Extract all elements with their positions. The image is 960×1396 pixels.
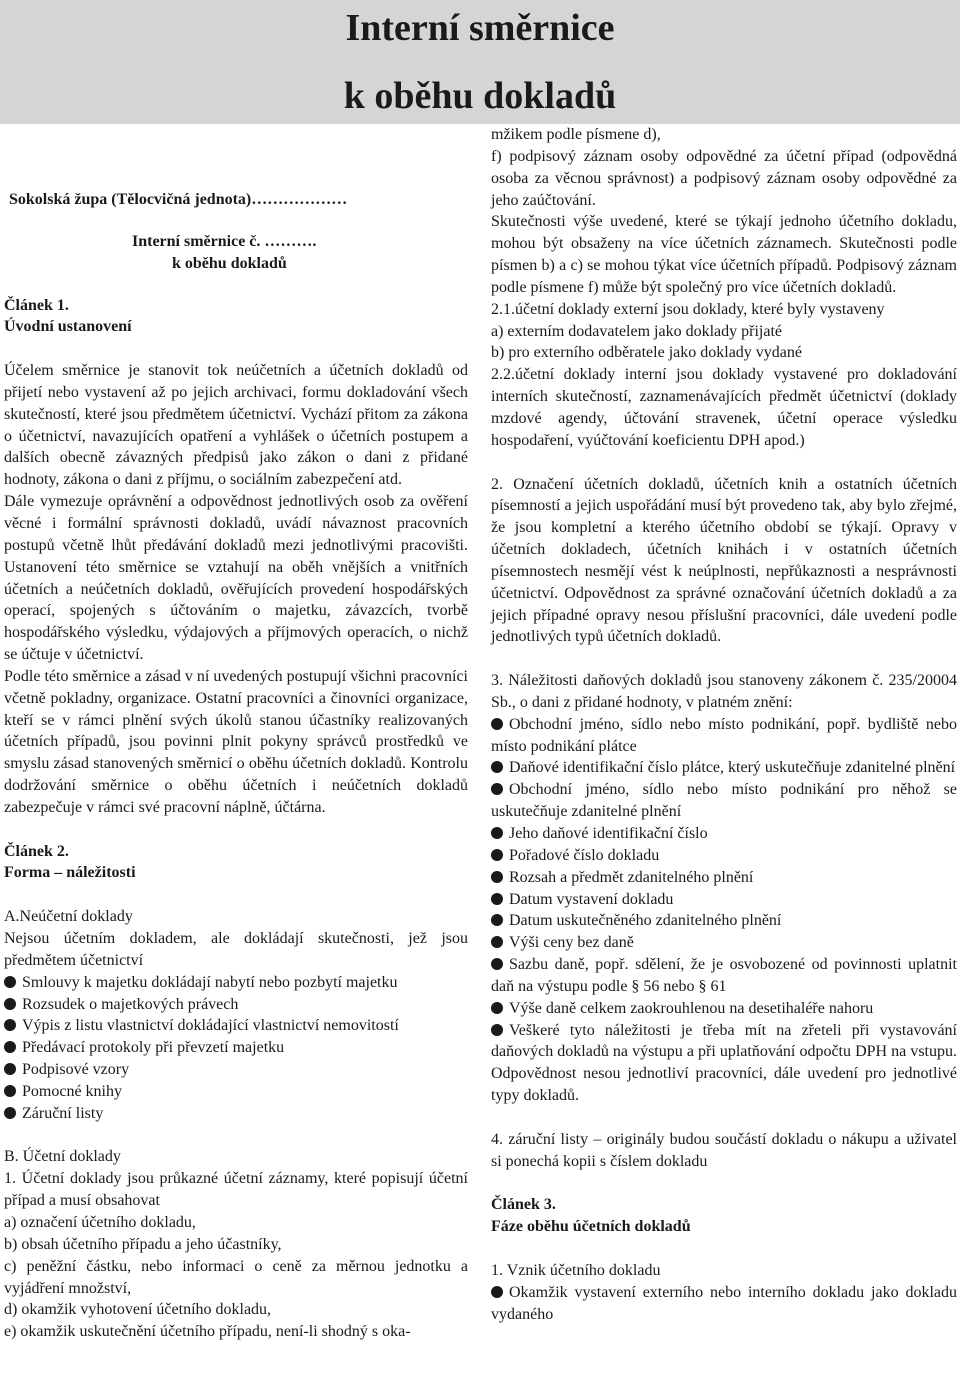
paragraph-warranty: 4. záruční listy – originály budou součástí dokladu o nákupu a uživatel si ponechá kopii s číslem dokladu — [491, 1130, 957, 1170]
paragraph-marking: 2. Označení účetních dokladů, účetních knih a ostatních účetních písemností a jejich uspořádání musí být provedeno tak, aby bylo zřejmé, že jsou kompletní a kterého účetního období se týkají. Opravy v účetních dokladech, účetních knihách i v ostatních účetních písemnostech nesmějí vést k neúplnosti, nepřůkaznosti a nesprávnosti účetnictví. Odpovědnost za správné označování účetních dokladů a za jejich případné opravy nesou příslušní pracovníci, dále uvedení podle jednotlivých typů účetních dokladů. — [491, 475, 957, 646]
list-item: Rozsah a předmět zdanitelného plnění — [491, 867, 957, 889]
article3-title: Článek 3. — [491, 1196, 556, 1214]
bullet-icon — [491, 761, 503, 773]
list-item: b) obsah účetního případu a jeho účastníky, — [4, 1235, 282, 1253]
list-item: e) okamžik uskutečnění účetního případu, není-li shodný s oka- — [4, 1323, 411, 1341]
section-b-intro: 1. Účetní doklady jsou průkazné účetní záznamy, které popisují účetní případ a musí obsahovat — [4, 1170, 468, 1210]
list-item: Veškeré tyto náležitosti je třeba mít na zřeteli při vystavování daňových dokladů na výstupu a při uplatňování odpočtu DPH na vstupu. Odpovědnost nesou jednotliví pracovníci, dále uvedení pro jednotlivé typy dokladů. — [491, 1021, 957, 1105]
list-item: Daňové identifikační číslo plátce, který uskutečňuje zdanitelné plnění — [491, 757, 957, 779]
list-item: Záruční listy — [4, 1103, 468, 1125]
bullet-icon — [491, 1002, 503, 1014]
doc-title-line1: Interní směrnice č. ………. — [132, 232, 317, 250]
bullet-icon — [491, 958, 503, 970]
paragraph-responsibility: Dále vymezuje oprávnění a odpovědnost jednotlivých osob za ověření věcné i formální správnosti dokladů, uvádí návaznost pracovních postupů včetně lhůt předávání dokladů mezi jednotlivými pracovišti. Ustanovení této směrnice se vztahují na oběh vnějších a vnitřních účetních a neúčetních dokladů, ověřujících provedení hospodářských operací, spojených s účtováním o majetku, závazcích, tvorbě hospodářského výsledku, výdajových a příjmových operacích, o nichž se účtuje v účetnictví. — [4, 493, 468, 664]
list-item: c) peněžní částku, nebo informaci o ceně za měrnou jednotku a vyjádření množství, — [4, 1257, 468, 1297]
article2-title: Článek 2. — [4, 842, 69, 860]
bullet-icon — [4, 1019, 16, 1031]
left-column — [4, 124, 468, 1343]
list-item: Okamžik vystavení externího nebo interního dokladu jako dokladu vydaného — [491, 1283, 957, 1323]
title-banner — [0, 0, 960, 124]
section-a-title: A.Neúčetní doklady — [4, 908, 133, 926]
organization-name: Sokolská župa (Tělocvičná jednota)……………… — [9, 191, 348, 208]
article3-subtitle: Fáze oběhu účetních dokladů — [491, 1218, 691, 1236]
bullet-icon — [491, 849, 503, 861]
paragraph-purpose: Účelem směrnice je stanovit tok neúčetních a účetních dokladů od přijetí nebo vystavení až po jejich archivaci, formu dokladování všech skutečností, které jsou předmětem účetnictví. Vychází přitom za zákona o účetnictví, navazujících opatření a vyhlášek o účetních postupem a dalších obecně závazných předpisů jako zákon o dani z přidané hodnoty, zákona o dani z příjmu, o sociálním zabezpečení atd. — [4, 362, 468, 489]
list-item: d) okamžik vyhotovení účetního dokladu, — [4, 1301, 272, 1319]
paragraph-facts: Skutečnosti výše uvedené, které se týkají jednoho účetního dokladu, mohou být obsaženy na více účetních záznamech. Skutečnosti podle písmen b) a c) se mohou týkat více účetních případů. Podpisový záznam podle písmene f) může být společný pro více účetních dokladů. — [491, 213, 957, 296]
paragraph-tax-docs: 3. Náležitosti daňových dokladů jsou stanoveny zákonem č. 235/20004 Sb., o dani z přidané hodnoty, v platném znění: — [491, 672, 957, 711]
bullet-icon — [4, 1041, 16, 1053]
bullet-icon — [4, 1085, 16, 1097]
list-item: Pořadové číslo dokladu — [491, 845, 957, 867]
paragraph-signature: f) podpisový záznam osoby odpovědné za účetní případ (odpovědná osoba za věcnou správnost) a podpisový záznam osoby odpovědné za jeho zaúčtování. — [491, 147, 957, 209]
bullet-icon — [491, 1024, 503, 1036]
article2-subtitle: Forma – náležitosti — [4, 864, 136, 882]
bullet-icon — [491, 718, 503, 730]
list-item: Výpis z listu vlastnictví dokládající vlastnictví nemovitostí — [4, 1015, 468, 1037]
article1-subtitle: Úvodní ustanovení — [4, 318, 132, 336]
paragraph-internal-docs: 2.2.účetní doklady interní jsou doklady vystavené pro dokladování interních skutečností, zaznamenávajících předmět účetnictví (doklady mzdové agendy, účtování stravenek, účetní operace výsledku hospodaření, vyúčtování koeficientu DPH apod.) — [491, 366, 957, 449]
bullet-icon — [491, 783, 503, 795]
article1-title: Článek 1. — [4, 296, 69, 314]
bullet-icon — [491, 871, 503, 883]
bullet-icon — [491, 1286, 503, 1298]
bullet-icon — [4, 1063, 16, 1075]
doc-title-line2: k oběhu dokladů — [172, 254, 287, 272]
bullet-icon — [491, 893, 503, 905]
subsection-title: 1. Vznik účetního dokladu — [491, 1261, 661, 1279]
list-item: Smlouvy k majetku dokládají nabytí nebo pozbytí majetku — [4, 972, 468, 994]
text-line: mžikem podle písmene d), — [491, 126, 661, 143]
section-a-list — [4, 972, 468, 1125]
list-item: Obchodní jméno, sídlo nebo místo podnikání, popř. bydliště nebo místo podnikání plátce — [491, 715, 957, 755]
list-item: a) externím dodavatelem jako doklady přijaté — [491, 322, 782, 340]
paragraph-external-docs: 2.1.účetní doklady externí jsou doklady, které byly vystaveny — [491, 300, 885, 318]
bullet-icon — [491, 936, 503, 948]
page-title-line2: k oběhu dokladů — [343, 75, 617, 117]
page-title-line1: Interní směrnice — [345, 7, 615, 49]
list-item: Výši ceny bez daně — [491, 932, 957, 954]
list-item: Obchodní jméno, sídlo nebo místo podnikání pro něhož se uskutečňuje zdanitelné plnění — [491, 781, 957, 821]
paragraph-scope: Podle této směrnice a zásad v ní uvedených postupují všichni pracovníci včetně pokladny, organizace. Ostatní pracovníci a činovníci organizace, kteří se v rámci plnění svých úkolů stanou účastníky realizovaných účetních případů, jsou povinni plnit pokyny správců prostředků ve smyslu zásad stanovených směrnicí o oběhu účetních dokladů. Kontrolu dodržování směrnice o oběhu účetních i neúčetních dokladů zabezpečuje v rámci své pracovní náplně, účtárna. — [4, 667, 468, 816]
section-b-title: B. Účetní doklady — [4, 1148, 121, 1166]
list-item: b) pro externího odběratele jako doklady vydané — [491, 344, 802, 362]
bullet-icon — [491, 914, 503, 926]
list-item: Sazbu daně, popř. sdělení, že je osvobozené od povinnosti uplatnit daň na výstupu podle § 56 nebo § 61 — [491, 956, 957, 995]
list-item: Jeho daňové identifikační číslo — [491, 823, 957, 845]
list-item: Předávací protokoly při převzetí majetku — [4, 1037, 468, 1059]
list-item: Datum vystavení dokladu — [491, 889, 957, 911]
bullet-icon — [4, 1107, 16, 1119]
tax-items-list — [491, 714, 957, 1107]
bullet-icon — [4, 998, 16, 1010]
list-item: Pomocné knihy — [4, 1081, 468, 1103]
right-column — [491, 124, 957, 1325]
bullet-icon — [491, 827, 503, 839]
bullet-icon — [4, 976, 16, 988]
list-item: Rozsudek o majetkových právech — [4, 994, 468, 1016]
list-item: Podpisové vzory — [4, 1059, 468, 1081]
list-item: a) označení účetního dokladu, — [4, 1213, 196, 1231]
list-item: Datum uskutečněného zdanitelného plnění — [491, 910, 957, 932]
section-a-intro: Nejsou účetním dokladem, ale dokládají skutečnosti, jež jsou předmětem účetnictví — [4, 930, 468, 969]
list-item: Výše daně celkem zaokrouhlenou na desetihaléře nahoru — [491, 998, 957, 1020]
